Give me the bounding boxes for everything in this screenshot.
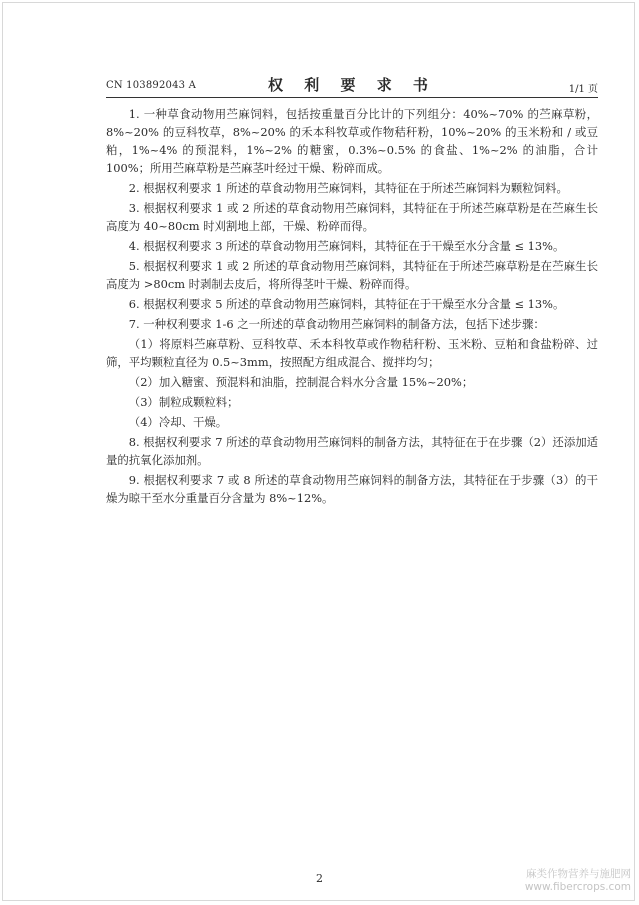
- document-number: CN 103892043 A: [106, 80, 197, 91]
- claim-paragraph: 8. 根据权利要求 7 所述的草食动物用苎麻饲料的制备方法，其特征在于在步骤（2）还添加适量的抗氧化添加剂。: [106, 435, 598, 467]
- claim-paragraph: 3. 根据权利要求 1 或 2 所述的草食动物用苎麻饲料，其特征在于所述苎麻草粉是在苎麻生长高度为 40~80cm 时刈割地上部，干燥、粉碎而得。: [106, 201, 598, 233]
- claim-paragraph: 9. 根据权利要求 7 或 8 所述的草食动物用苎麻饲料的制备方法，其特征在于步骤（3）的干燥为晾干至水分重量百分含量为 8%~12%。: [106, 473, 598, 505]
- footer-page-number: 2: [316, 872, 323, 885]
- claim-step: （3）制粒成颗粒料；: [128, 395, 239, 409]
- page-count: 1/1 页: [568, 84, 598, 95]
- claim-paragraph: 2. 根据权利要求 1 所述的草食动物用苎麻饲料，其特征在于所述苎麻饲料为颗粒饲料。: [128, 181, 568, 195]
- document-title: 权 利 要 求 书: [268, 76, 436, 94]
- watermark-line: 麻类作物营养与施肥网: [526, 868, 631, 880]
- header-rule: [106, 97, 598, 98]
- watermark-url: www.fibercrops.com: [524, 881, 631, 893]
- claim-paragraph: 4. 根据权利要求 3 所述的草食动物用苎麻饲料，其特征在于干燥至水分含量 ≤ 13%。: [128, 239, 565, 253]
- claim-step: （2）加入糖蜜、预混料和油脂，控制混合料水分含量 15%~20%；: [128, 375, 474, 389]
- claim-paragraph: 5. 根据权利要求 1 或 2 所述的草食动物用苎麻饲料，其特征在于所述苎麻草粉是在苎麻生长高度为 >80cm 时剥制去皮后，将所得茎叶干燥、粉碎而得。: [106, 259, 598, 291]
- claims-body: [106, 105, 598, 509]
- site-watermark: [525, 868, 631, 894]
- claim-step: （4）冷却、干燥。: [128, 415, 228, 429]
- document-header: [106, 74, 598, 94]
- claim-paragraph: 1. 一种草食动物用苎麻饲料，包括按重量百分比计的下列组分：40%~70% 的苎麻草粉，8%~20% 的豆科牧草，8%~20% 的禾本科牧草或作物秸秆粉，10%~20% 的玉米粉和 / 或豆粕，1%~4% 的预混料，1%~2% 的糖蜜，0.3%~0.5% 的食盐、1%~2% 的油脂，合计 100%；所用苎麻草粉是苎麻茎叶经过干燥、粉碎而成。: [106, 107, 598, 175]
- claim-paragraph: 6. 根据权利要求 5 所述的草食动物用苎麻饲料，其特征在于干燥至水分含量 ≤ 13%。: [128, 297, 565, 311]
- claim-step: （1）将原料苎麻草粉、豆科牧草、禾本科牧草或作物秸秆粉、玉米粉、豆粕和食盐粉碎、过筛，平均颗粒直径为 0.5~3mm，按照配方组成混合、搅拌均匀；: [106, 337, 598, 369]
- claim-paragraph: 7. 一种权利要求 1-6 之一所述的草食动物用苎麻饲料的制备方法，包括下述步骤：: [128, 317, 545, 331]
